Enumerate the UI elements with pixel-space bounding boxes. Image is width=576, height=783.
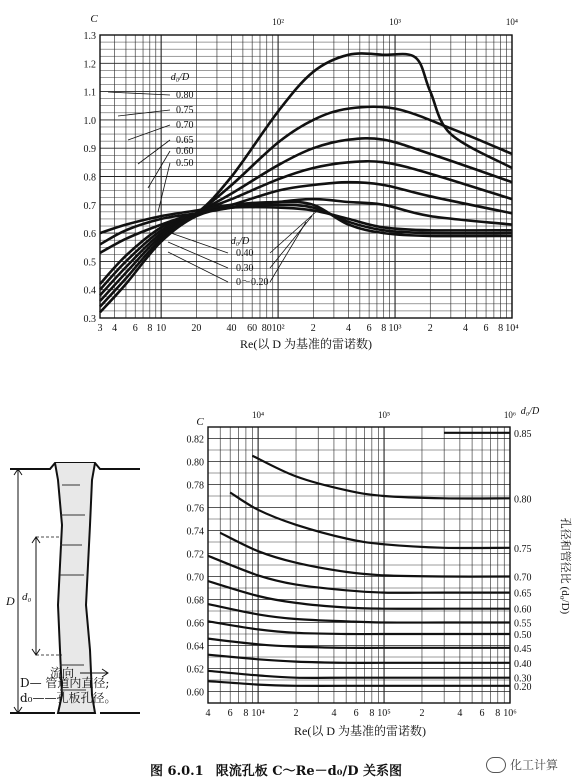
series-line	[208, 671, 510, 678]
series-line	[208, 639, 510, 648]
y-tick-label: 0.7	[83, 200, 96, 212]
series-line	[252, 456, 510, 499]
y-tick-label: 1.1	[83, 87, 96, 99]
right-tick-label: 0.20	[514, 681, 532, 693]
x-top-tick-label: 10⁴	[252, 410, 265, 420]
x-axis-label: Re(以 D 为基准的雷诺数)	[294, 724, 426, 738]
y-tick-label: 0.5	[83, 257, 96, 269]
x-axis-label: Re(以 D 为基准的雷诺数)	[240, 337, 372, 351]
x-tick-label: 8	[498, 323, 504, 334]
x-tick-label: 10³	[388, 323, 402, 334]
legend-entry-label: 0.40	[236, 248, 254, 259]
y-axis-label: C	[196, 416, 204, 428]
x-tick-label: 4	[331, 708, 337, 719]
series-line	[208, 581, 510, 609]
y-tick-label: 0.8	[83, 172, 96, 184]
series-line	[230, 493, 510, 549]
right-tick-label: 0.85	[514, 428, 532, 440]
x-tick-label: 2	[419, 708, 425, 719]
x-tick-label: 2	[293, 708, 299, 719]
right-tick-label: 0.60	[514, 604, 532, 616]
x-tick-label: 20	[191, 323, 202, 334]
series-line	[208, 681, 510, 686]
right-tick-label: 0.65	[514, 588, 532, 600]
figure-number: 图 6.0.1	[150, 764, 204, 779]
x-tick-label: 8	[369, 708, 375, 719]
y-tick-label: 0.82	[186, 434, 204, 446]
x-tick-label: 8	[495, 708, 501, 719]
right-tick-label: 0.50	[514, 630, 532, 641]
x-tick-label: 4	[112, 323, 118, 334]
legend-title: d₀/D	[230, 236, 250, 247]
x-tick-label: 10⁴	[505, 323, 519, 334]
legend-entry-label: 0～0.20	[236, 277, 269, 288]
x-tick-label: 2	[427, 323, 433, 334]
diameter-D-label: D	[6, 594, 15, 608]
series-line	[208, 655, 510, 663]
right-tick-label: 0.80	[514, 494, 532, 506]
x-top-tick-label: 10⁴	[505, 17, 519, 27]
x-tick-label: 8	[147, 323, 153, 334]
right-tick-label: 0.70	[514, 572, 532, 584]
legend-entry-label: 0.60	[176, 146, 194, 157]
y-tick-label: 0.78	[186, 480, 204, 492]
y-tick-label: 0.74	[186, 526, 204, 538]
legend-entry-label: 0.70	[176, 120, 194, 131]
x-tick-label: 10⁵	[377, 708, 391, 719]
figure-caption	[150, 760, 402, 779]
x-tick-label: 60	[247, 323, 258, 334]
y-tick-label: 0.76	[186, 503, 204, 515]
legend-title: d₀/D	[170, 72, 190, 83]
y-tick-label: 0.80	[186, 457, 204, 469]
x-tick-label: 40	[226, 323, 237, 334]
right-tick-label: 0.30	[514, 673, 532, 685]
y-tick-label: 1.3	[83, 31, 96, 42]
right-tick-label: 0.75	[514, 543, 532, 555]
right-tick-label: 0.55	[514, 618, 532, 630]
right-tick-label: 0.40	[514, 658, 532, 670]
x-top-tick-label: 10⁵	[377, 410, 391, 420]
x-tick-label: 6	[483, 323, 489, 334]
right-axis-labels	[514, 406, 540, 693]
y-tick-label: 0.66	[186, 618, 204, 630]
x-tick-label: 3	[97, 323, 103, 334]
x-tick-label: 4	[457, 708, 463, 719]
x-top-tick-label: 10³	[389, 17, 401, 27]
series-line	[208, 604, 510, 622]
y-tick-label: 1.2	[83, 59, 96, 71]
orifice-d0-label: d₀	[22, 591, 32, 603]
y-axis-label: C	[90, 13, 98, 25]
x-tick-label: 10	[156, 323, 167, 334]
x-tick-label: 4	[346, 323, 352, 334]
legend-entry-label: 0.50	[176, 158, 194, 169]
y-tick-label: 0.68	[186, 595, 204, 607]
x-tick-label: 6	[366, 323, 372, 334]
x-top-tick-label: 10²	[272, 17, 284, 27]
watermark-text: 化工计算	[509, 758, 558, 772]
right-axis-title: 孔径和管径比 (d₀/D)	[559, 517, 571, 615]
flow-direction-label: 流向	[50, 666, 75, 680]
legend-D-text: D— 管道内直径;	[20, 676, 110, 690]
y-tick-label: 0.70	[186, 572, 204, 584]
y-tick-label: 1.0	[83, 115, 96, 127]
legend-entry-label: 0.30	[236, 263, 254, 274]
lower-grid	[208, 427, 510, 703]
diagram-legend	[20, 676, 117, 706]
x-tick-label: 10²	[271, 323, 285, 334]
y-tick-label: 0.6	[83, 229, 96, 241]
y-tick-label: 0.60	[186, 687, 204, 699]
legend-d0-text: d₀——孔板孔径。	[20, 691, 117, 705]
x-tick-label: 2	[310, 323, 316, 334]
x-tick-label: 80	[261, 323, 272, 334]
series-line	[220, 533, 510, 577]
y-tick-label: 0.64	[186, 641, 204, 653]
y-tick-label: 0.72	[186, 549, 204, 561]
watermark	[486, 756, 558, 773]
y-tick-label: 0.4	[83, 285, 96, 297]
legend-entry-label: 0.65	[176, 135, 194, 146]
x-tick-label: 4	[205, 708, 211, 719]
legend-entry-label: 0.80	[176, 90, 194, 101]
x-top-tick-label: 10⁶	[503, 410, 517, 420]
y-tick-label: 0.3	[83, 314, 96, 325]
chat-bubble-icon	[486, 757, 506, 773]
right-tick-label: 0.45	[514, 643, 532, 655]
x-tick-label: 8	[243, 708, 249, 719]
y-tick-label: 0.9	[83, 144, 96, 156]
legend-entry-label: 0.75	[176, 105, 194, 116]
y-tick-label: 0.62	[186, 664, 204, 676]
right-axis-header: d₀/D	[520, 406, 540, 417]
x-tick-label: 6	[227, 708, 233, 719]
x-tick-label: 8	[381, 323, 387, 334]
x-tick-label: 10⁶	[503, 708, 517, 719]
x-tick-label: 6	[479, 708, 485, 719]
x-tick-label: 4	[462, 323, 468, 334]
x-tick-label: 6	[353, 708, 359, 719]
x-tick-label: 10⁴	[251, 708, 265, 719]
x-tick-label: 6	[132, 323, 138, 334]
figure-title: 限流孔板 C～Re－d₀/D 关系图	[215, 764, 402, 779]
lower-series	[208, 433, 510, 686]
